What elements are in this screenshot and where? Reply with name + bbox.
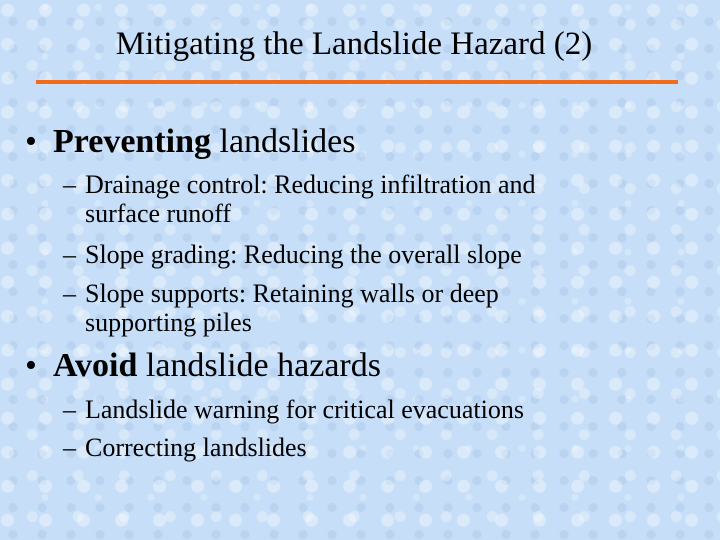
sub-bullet-grading [63,240,522,269]
dash-icon: – [63,170,76,199]
dash-icon: – [63,279,76,308]
bullet-preventing [25,122,356,162]
bullet-bold-text: Preventing [53,123,212,160]
dash-icon: – [63,240,76,269]
dash-icon: – [63,395,76,424]
sub-bullet-text: Slope supports: Retaining walls or deep [85,279,499,308]
bullet-avoid [25,346,381,386]
sub-bullet-continuation: surface runoff [85,199,232,228]
bullet-text: landslides [211,123,356,160]
bullet-bold-text: Avoid [53,347,138,384]
sub-bullet-correcting [63,433,307,462]
sub-bullet-text: Slope grading: Reducing the overall slope [85,240,522,269]
sub-bullet-drainage [63,170,536,228]
dash-icon: – [63,433,76,462]
sub-bullet-text: Landslide warning for critical evacuations [85,395,524,424]
sub-bullet-supports [63,279,499,337]
sub-bullet-text: Drainage control: Reducing infiltration and [85,170,536,199]
slide-title: Mitigating the Landslide Hazard (2) [115,26,593,62]
title-underline [36,80,678,84]
sub-bullet-warning [63,395,524,424]
bullet-dot-icon: • [25,347,37,384]
sub-bullet-continuation: supporting piles [85,308,252,337]
bullet-dot-icon: • [25,123,37,160]
sub-bullet-text: Correcting landslides [85,433,307,462]
bullet-text: landslide hazards [137,347,381,384]
